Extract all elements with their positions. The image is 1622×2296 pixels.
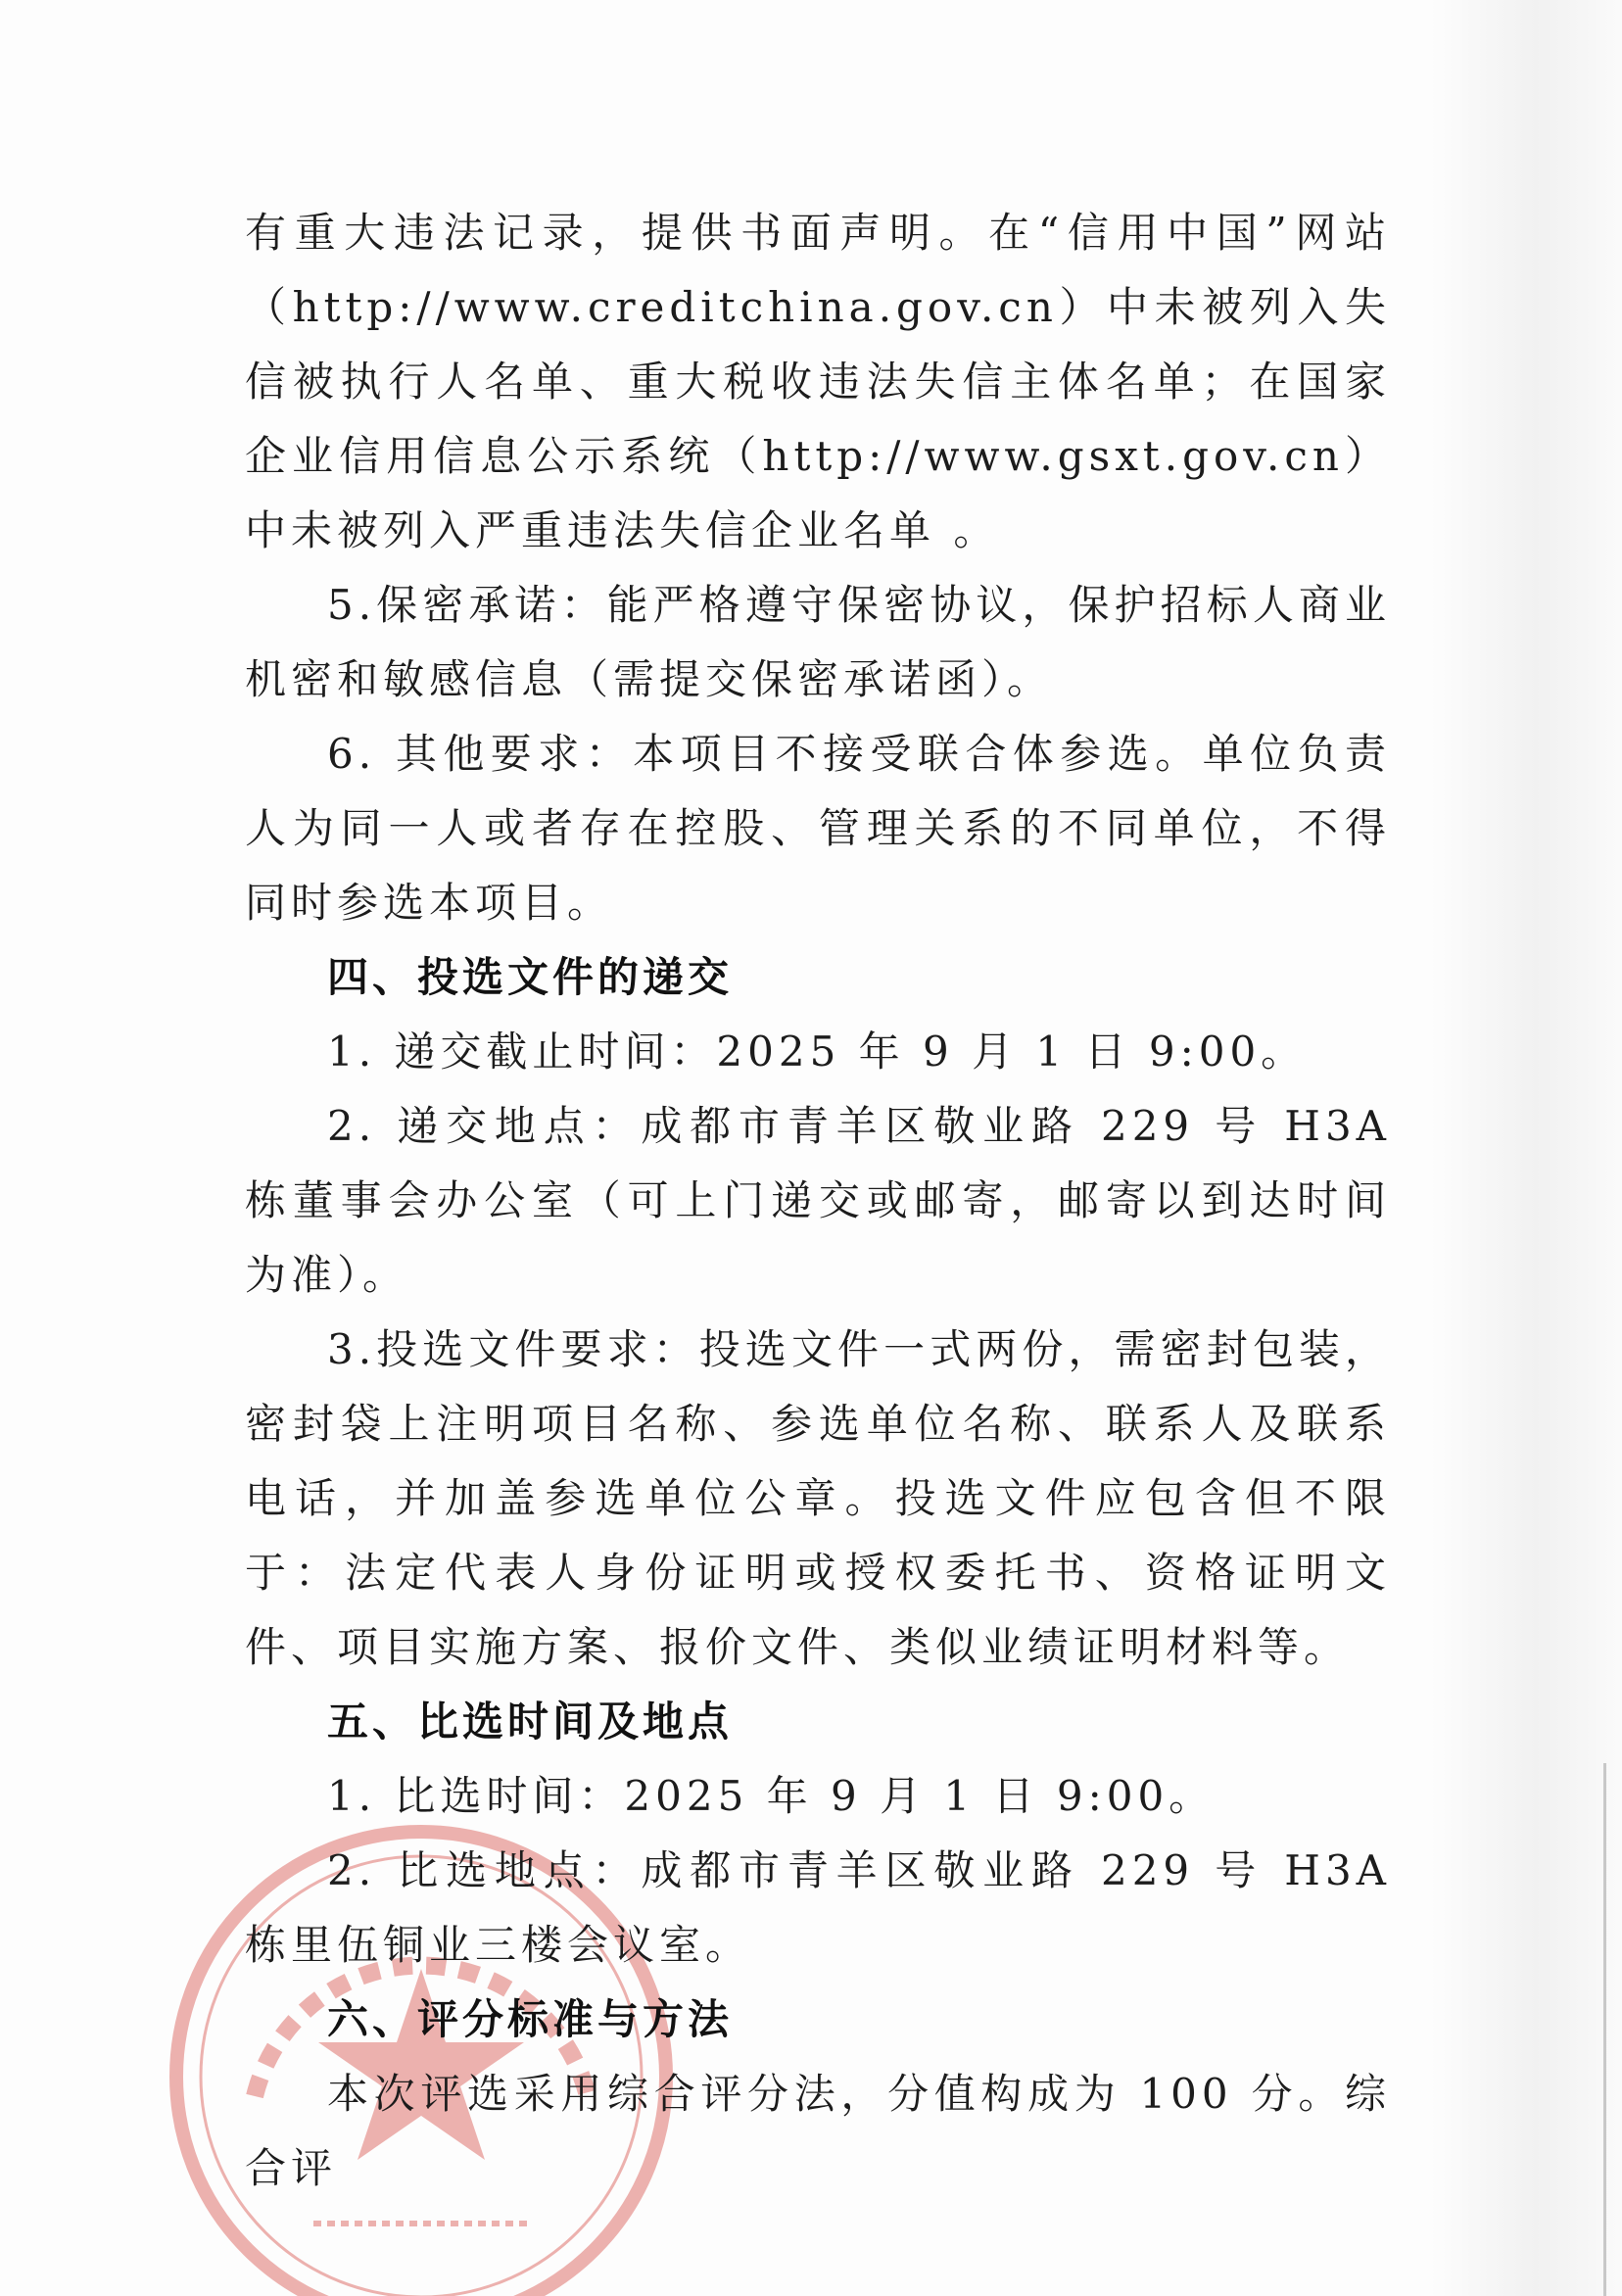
section-heading-scoring: 六、评分标准与方法 <box>327 1995 734 2043</box>
scan-edge-shadow <box>1430 0 1622 2296</box>
paragraph-credit-record: 有重大违法记录，提供书面声明。在“信用中国”网站（http://www.creditchina.gov.cn）中未被列入失信被执行人名单、重大税收违法失信主体名单；在国家企业信用信息公示系统（http://www.gsxt.gov.cn）中未被列入严重违法失信企业名单 。 <box>245 209 1391 554</box>
paragraph-other-requirements: 6. 其他要求：本项目不接受联合体参选。单位负责人为同一人或者存在控股、管理关系的不同单位，不得同时参选本项目。 <box>245 730 1391 927</box>
paragraph-selection-location: 2. 比选地点：成都市青羊区敬业路 229 号 H3A 栋里伍铜业三楼会议室。 <box>245 1846 1391 1969</box>
paragraph-file-requirements: 3.投选文件要求：投选文件一式两份，需密封包装，密封袋上注明项目名称、参选单位名称、联系人及联系电话，并加盖参选单位公章。投选文件应包含但不限于：法定代表人身份证明或授权委托书、资格证明文件、项目实施方案、报价文件、类似业绩证明材料等。 <box>245 1325 1391 1671</box>
paragraph-scoring-method: 本次评选采用综合评分法，分值构成为 100 分。综合评 <box>245 2070 1391 2192</box>
paragraph-confidentiality: 5.保密承诺：能严格遵守保密协议，保护招标人商业机密和敏感信息（需提交保密承诺函）。 <box>245 581 1391 703</box>
paragraph-submission-location: 2. 递交地点：成都市青羊区敬业路 229 号 H3A 栋董事会办公室（可上门递交或邮寄，邮寄以到达时间为准）。 <box>245 1102 1391 1299</box>
scan-edge-line <box>1603 1763 1606 2296</box>
paragraph-submission-deadline: 1. 递交截止时间：2025 年 9 月 1 日 9:00。 <box>327 1028 1308 1076</box>
document-body <box>245 196 1391 2206</box>
section-heading-selection-time: 五、比选时间及地点 <box>327 1698 734 1746</box>
section-heading-submission: 四、投选文件的递交 <box>327 953 734 1001</box>
paragraph-selection-time: 1. 比选时间：2025 年 9 月 1 日 9:00。 <box>327 1772 1216 1820</box>
